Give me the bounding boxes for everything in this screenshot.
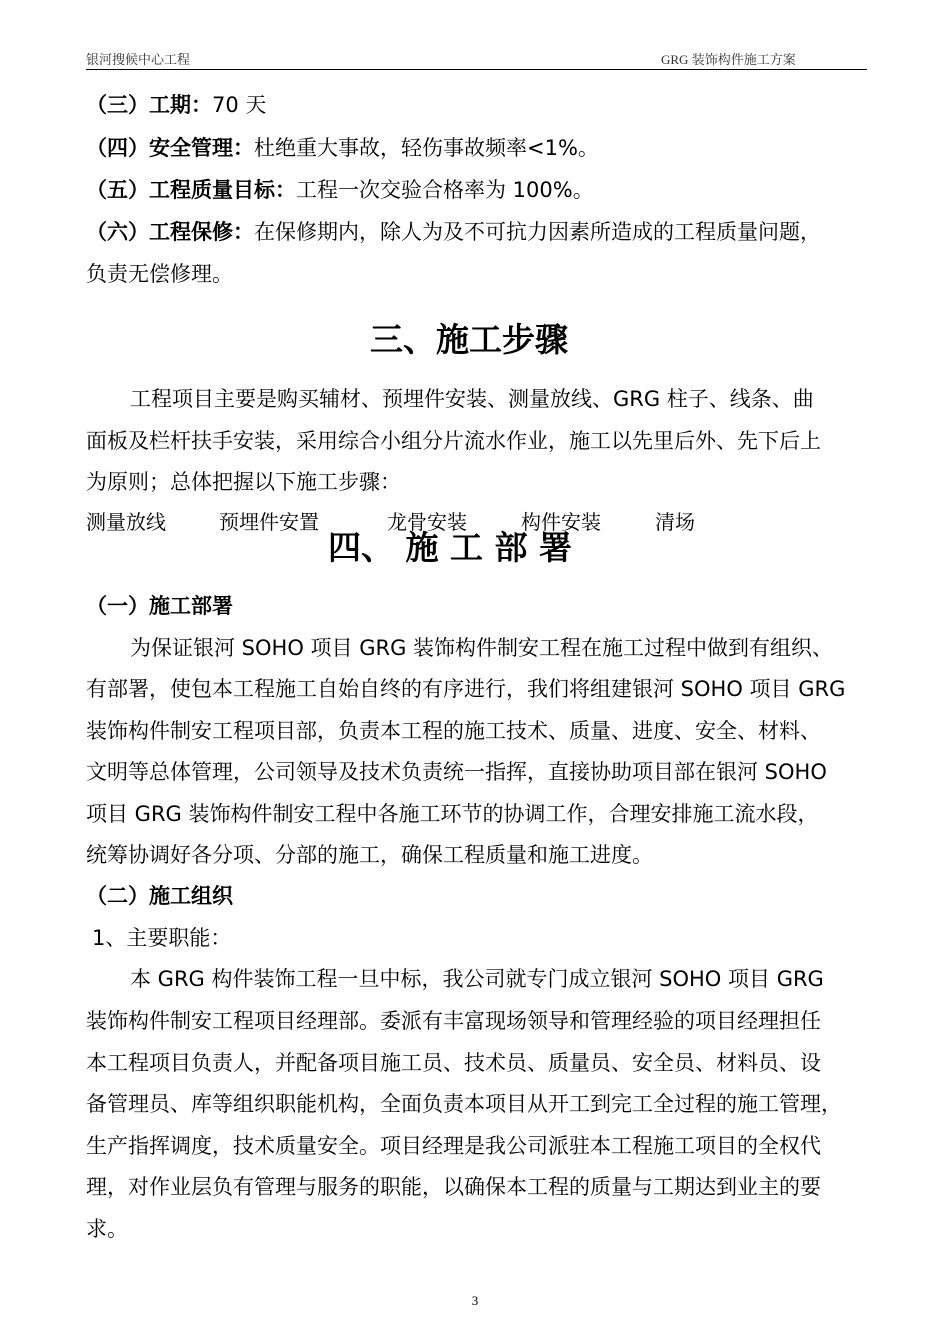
step-item: 预埋件安置	[219, 510, 319, 534]
subsection-organization: （二）施工组织	[86, 884, 233, 908]
item-text: 杜绝重大事故，轻伤事故频率<1%。	[254, 136, 599, 160]
header-left: 银河搜候中心工程	[86, 52, 191, 67]
step-item: 构件安装	[521, 510, 601, 534]
organization-para-line: 本工程项目负责人，并配备项目施工员、技术员、质量员、安全员、材料员、设	[86, 1051, 821, 1075]
organization-para-line: 生产指挥调度，技术质量安全。项目经理是我公司派驻本工程施工项目的全权代	[86, 1134, 821, 1158]
subsection-deployment: （一）施工部署	[86, 594, 233, 618]
deployment-para-line: 文明等总体管理，公司领导及技术负责统一指挥，直接协助项目部在银河 SOHO	[86, 760, 827, 784]
section3-para-line: 为原则；总体把握以下施工步骤：	[86, 470, 401, 494]
page-header	[86, 52, 867, 70]
organization-para-line: 装饰构件制安工程项目经理部。委派有丰富现场领导和管理经验的项目经理担任	[86, 1009, 821, 1033]
section3-para-line: 工程项目主要是购买辅材、预埋件安装、测量放线、GRG 柱子、线条、曲	[130, 387, 814, 411]
item-duration	[86, 90, 266, 120]
section3-title: 三、施工步骤	[370, 320, 568, 359]
page-number: 3	[471, 1293, 479, 1308]
organization-para-line: 求。	[86, 1217, 128, 1241]
deployment-para-line: 装饰构件制安工程项目部，负责本工程的施工技术、质量、进度、安全、材料、	[86, 719, 821, 743]
deployment-para-line: 有部署，使包本工程施工自始自终的有序进行，我们将组建银河 SOHO 项目 GRG	[86, 677, 846, 701]
item-label: （五）工程质量目标：	[86, 178, 296, 202]
section4-title: 四、 施 工 部 署	[328, 528, 572, 567]
item-quality	[86, 175, 594, 205]
deployment-para-line: 统筹协调好各分项、分部的施工，确保工程质量和施工进度。	[86, 843, 653, 867]
item-warranty-cont: 负责无偿修理。	[86, 262, 233, 286]
item-warranty	[86, 217, 821, 247]
header-right: GRG 装饰构件施工方案	[661, 52, 796, 67]
subsection-main-functions: 1、主要职能：	[92, 926, 232, 950]
item-text: 工程一次交验合格率为 100%。	[296, 178, 594, 202]
item-safety	[86, 133, 599, 163]
item-label: （四）安全管理：	[86, 136, 254, 160]
item-text: 在保修期内，除人为及不可抗力因素所造成的工程质量问题，	[254, 220, 821, 244]
deployment-para-line: 为保证银河 SOHO 项目 GRG 装饰构件制安工程在施工过程中做到有组织、	[130, 636, 834, 660]
organization-para-line: 备管理员、库等组织职能机构，全面负责本项目从开工到完工全过程的施工管理，	[86, 1092, 842, 1116]
organization-para-line: 理，对作业层负有管理与服务的职能，以确保本工程的质量与工期达到业主的要	[86, 1175, 821, 1199]
item-label: （三）工期：	[86, 93, 212, 117]
deployment-para-line: 项目 GRG 装饰构件制安工程中各施工环节的协调工作，合理安排施工流水段，	[86, 802, 819, 826]
item-label: （六）工程保修：	[86, 220, 254, 244]
section3-para-line: 面板及栏杆扶手安装，采用综合小组分片流水作业，施工以先里后外、先下后上	[86, 429, 821, 453]
step-item: 清场	[655, 510, 695, 534]
item-text: 70 天	[212, 93, 267, 117]
step-item: 测量放线	[86, 510, 166, 534]
organization-para-line: 本 GRG 构件装饰工程一旦中标，我公司就专门成立银河 SOHO 项目 GRG	[130, 967, 824, 991]
step-item: 龙骨安装	[387, 510, 467, 534]
